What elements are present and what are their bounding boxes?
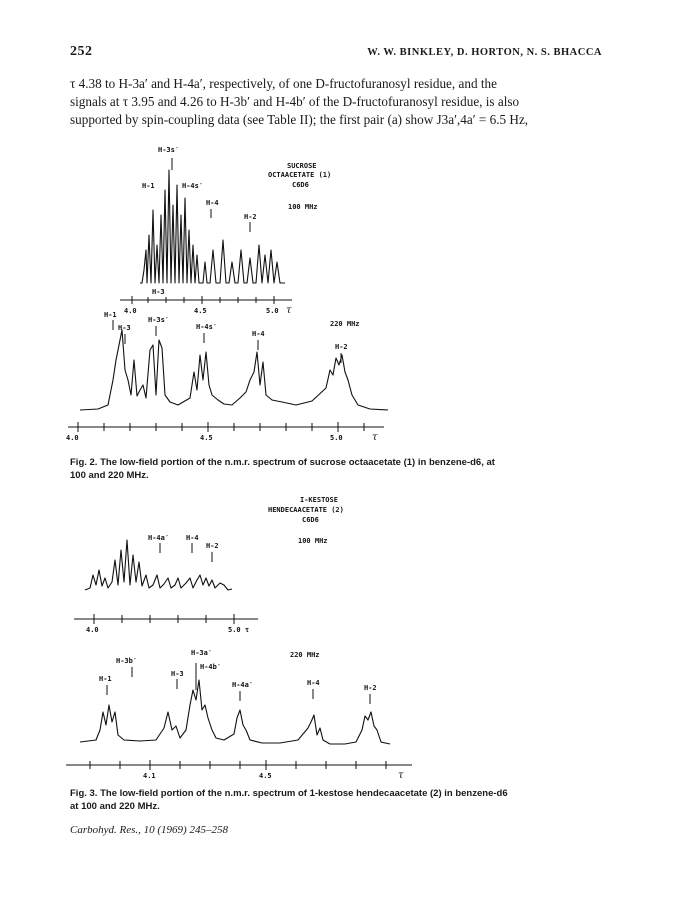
- frequency-label: 100 MHz: [288, 203, 318, 211]
- sample-name: I-KESTOSE: [300, 496, 338, 504]
- peak-label-h2: H-2: [206, 542, 219, 550]
- journal-footer: Carbohyd. Res., 10 (1969) 245–258: [70, 824, 228, 836]
- peak-label-h4a: H-4a′: [232, 681, 254, 689]
- tick-label-5.0: 5.0: [330, 434, 343, 442]
- peak-label-h3a: H-3a′: [191, 649, 213, 657]
- sample-name: HENDECAACETATE (2): [268, 506, 344, 514]
- body-line: signals at τ 3.95 and 4.26 to H-3b′ and H-4b′ of the D-fructofuranosyl residue, is also: [70, 94, 520, 109]
- tick-label-4.0: 4.0: [124, 307, 137, 315]
- peak-label-h4: H-4: [186, 534, 199, 542]
- peak-label-h2: H-2: [364, 684, 377, 692]
- solvent-label: C6D6: [302, 516, 319, 524]
- sample-name: SUCROSE: [287, 162, 317, 170]
- page-number: 252: [70, 44, 93, 59]
- caption-line: 100 and 220 MHz.: [70, 470, 149, 481]
- frequency-label: 220 MHz: [330, 320, 360, 328]
- peak-label-h4a: H-4a′: [148, 534, 170, 542]
- peak-label-h4: H-4: [252, 330, 265, 338]
- tick-label-4.0: 4.0: [66, 434, 79, 442]
- peak-label-h4s: H-4s′: [182, 182, 204, 190]
- tick-label-5.0: 5.0: [266, 307, 279, 315]
- caption-line: Fig. 2. The low-field portion of the n.m.r. spectrum of sucrose octaacetate (1) in benzene-d6, at: [70, 457, 495, 468]
- peak-label-h4: H-4: [206, 199, 219, 207]
- peak-label-h1: H-1: [104, 311, 117, 319]
- peak-label-h4s: H-4s′: [196, 323, 218, 331]
- peak-label-h2: H-2: [335, 343, 348, 351]
- tau-symbol: τ: [286, 305, 292, 316]
- peak-label-h1: H-1: [99, 675, 112, 683]
- peak-label-h3: H-3: [171, 670, 184, 678]
- peak-label-h4b: H-4b′: [200, 663, 222, 671]
- frequency-label: 220 MHz: [290, 651, 320, 659]
- peak-label-h2: H-2: [244, 213, 257, 221]
- peak-label-h3: H-3: [118, 324, 131, 332]
- tick-label-5.0: 5.0 τ: [228, 626, 250, 634]
- caption-line: Fig. 3. The low-field portion of the n.m.r. spectrum of 1-kestose hendecaacetate (2) in benzene-d6: [70, 788, 508, 799]
- tick-label-4.0: 4.0: [86, 626, 99, 634]
- peak-label-h3s: H-3s′: [158, 146, 180, 154]
- peak-label-h3: H-3: [152, 288, 165, 296]
- figure-3-caption: [70, 787, 616, 813]
- tau-symbol: τ: [398, 770, 404, 781]
- peak-label-h3s: H-3s′: [148, 316, 170, 324]
- peak-label-h1: H-1: [142, 182, 155, 190]
- tick-label-4.5: 4.5: [194, 307, 207, 315]
- tick-label-4.5: 4.5: [259, 772, 272, 780]
- tick-label-4.1: 4.1: [143, 772, 156, 780]
- frequency-label: 100 MHz: [298, 537, 328, 545]
- body-line: τ 4.38 to H-3a′ and H-4a′, respectively, of one D-fructofuranosyl residue, and the: [70, 76, 497, 91]
- tau-symbol: τ: [372, 432, 378, 443]
- sample-name: OCTAACETATE (1): [268, 171, 332, 179]
- running-head: W. W. BINKLEY, D. HORTON, N. S. BHACCA: [367, 47, 602, 58]
- peak-label-h3b: H-3b′: [116, 657, 138, 665]
- peak-label-h4: H-4: [307, 679, 320, 687]
- solvent-label: C6D6: [292, 181, 309, 189]
- caption-line: at 100 and 220 MHz.: [70, 801, 160, 812]
- spectrum-trace-220mhz: [80, 680, 390, 744]
- tick-label-4.5: 4.5: [200, 434, 213, 442]
- body-line: supported by spin-coupling data (see Table II); the first pair (a) show J3a′,4a′ = 6.5 Hz,: [70, 112, 529, 127]
